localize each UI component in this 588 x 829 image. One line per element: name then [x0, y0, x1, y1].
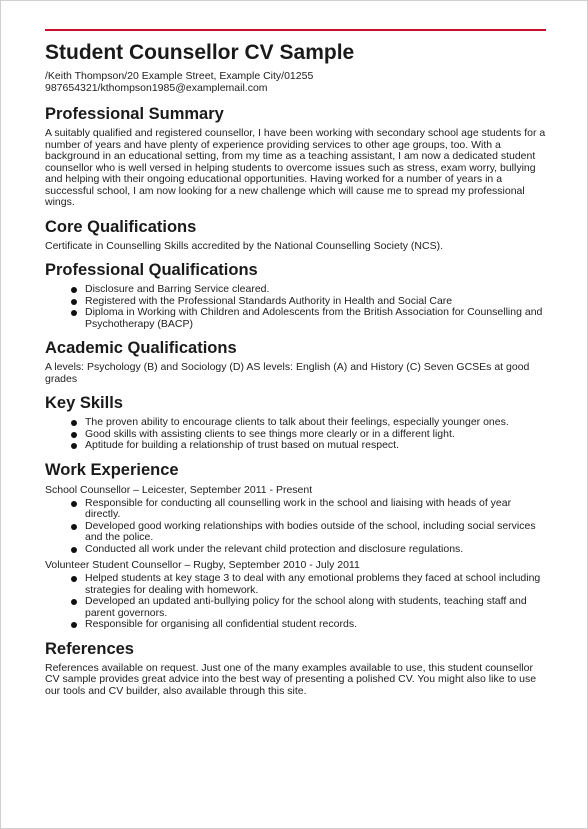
- section-core-qualifications: [45, 217, 546, 253]
- job-entry: [45, 559, 546, 631]
- section-key-skills: [45, 393, 546, 452]
- contact-block: [45, 70, 546, 94]
- bullet-list: [45, 498, 546, 556]
- list-item: Registered with the Professional Standards Authority in Health and Social Care: [85, 296, 546, 308]
- section-heading: Professional Summary: [45, 105, 224, 123]
- list-item: Conducted all work under the relevant child protection and disclosure regulations.: [85, 544, 546, 556]
- section-heading: Key Skills: [45, 394, 123, 412]
- list-item: Developed good working relationships with bodies outside of the school, including social services and the police.: [85, 521, 546, 544]
- contact-line-1: /Keith Thompson/20 Example Street, Example City/01255: [45, 70, 314, 82]
- job-title: School Counsellor – Leicester, September 2011 - Present: [45, 483, 313, 496]
- accent-rule: [45, 29, 546, 31]
- job-title: Volunteer Student Counsellor – Rugby, September 2010 - July 2011: [45, 559, 360, 571]
- section-academic-qualifications: [45, 338, 546, 385]
- cv-title: Student Counsellor CV Sample: [45, 41, 355, 64]
- bullet-list: [45, 417, 546, 452]
- list-item: Diploma in Working with Children and Adolescents from the British Association for Counselling and Psychotherapy (BACP): [85, 307, 546, 330]
- cv-content: [45, 39, 546, 697]
- section-professional-qualifications: [45, 260, 546, 330]
- section-heading: Core Qualifications: [45, 217, 197, 236]
- section-heading: Work Experience: [45, 460, 179, 479]
- section-heading: Academic Qualifications: [45, 339, 237, 357]
- list-item: Developed an updated anti-bullying policy for the school along with students, teaching staff and parent governors.: [85, 596, 546, 619]
- section-professional-summary: [45, 104, 546, 209]
- list-item: The proven ability to encourage clients to talk about their feelings, especially younger ones.: [85, 417, 546, 429]
- section-heading: Professional Qualifications: [45, 261, 258, 279]
- contact-line-2: 987654321/kthompson1985@examplemail.com: [45, 82, 268, 94]
- section-heading: References: [45, 639, 134, 658]
- list-item: Responsible for organising all confidential student records.: [85, 619, 546, 631]
- bullet-list: [45, 284, 546, 330]
- core-qualifications-text: Certificate in Counselling Skills accredited by the National Counselling Society (NCS).: [45, 239, 444, 252]
- list-item: Helped students at key stage 3 to deal with any emotional problems they faced at school including strategies for dealing with homework.: [85, 573, 546, 596]
- bullet-list: [45, 573, 546, 631]
- academic-text: A levels: Psychology (B) and Sociology (D) AS levels: English (A) and History (C) Seven GCSEs at good grades: [45, 361, 530, 385]
- summary-text: A suitably qualified and registered counsellor, I have been working with secondary school age students for a number of years and have plenty of experience providing services to other age groups, too. With a background in an educational setting, from my time as a teaching assistant, I am now a dedicated student counsellor who is well versed in helping students to overcome issues such as stress, exam worry, bullying and helping with their ongoing educational opportunities. Having worked for a number of years in a successful school, I am now looking for a new challenge which will cause me to spread my professional wings.: [45, 127, 546, 208]
- section-references: [45, 639, 546, 698]
- job-entry: [45, 484, 546, 556]
- list-item: Responsible for conducting all counselling work in the school and liaising with heads of year directly.: [85, 498, 546, 521]
- list-item: Aptitude for building a relationship of trust based on mutual respect.: [85, 440, 546, 452]
- references-text: References available on request. Just one of the many examples available to use, this student counsellor CV sample provides great advice into the best way of presenting a polished CV. You might also like to use our tools and CV builder, also available through this site.: [45, 661, 537, 697]
- list-item: Good skills with assisting clients to see things more clearly or in a different light.: [85, 429, 546, 441]
- list-item: Disclosure and Barring Service cleared.: [85, 284, 546, 296]
- section-work-experience: [45, 460, 546, 631]
